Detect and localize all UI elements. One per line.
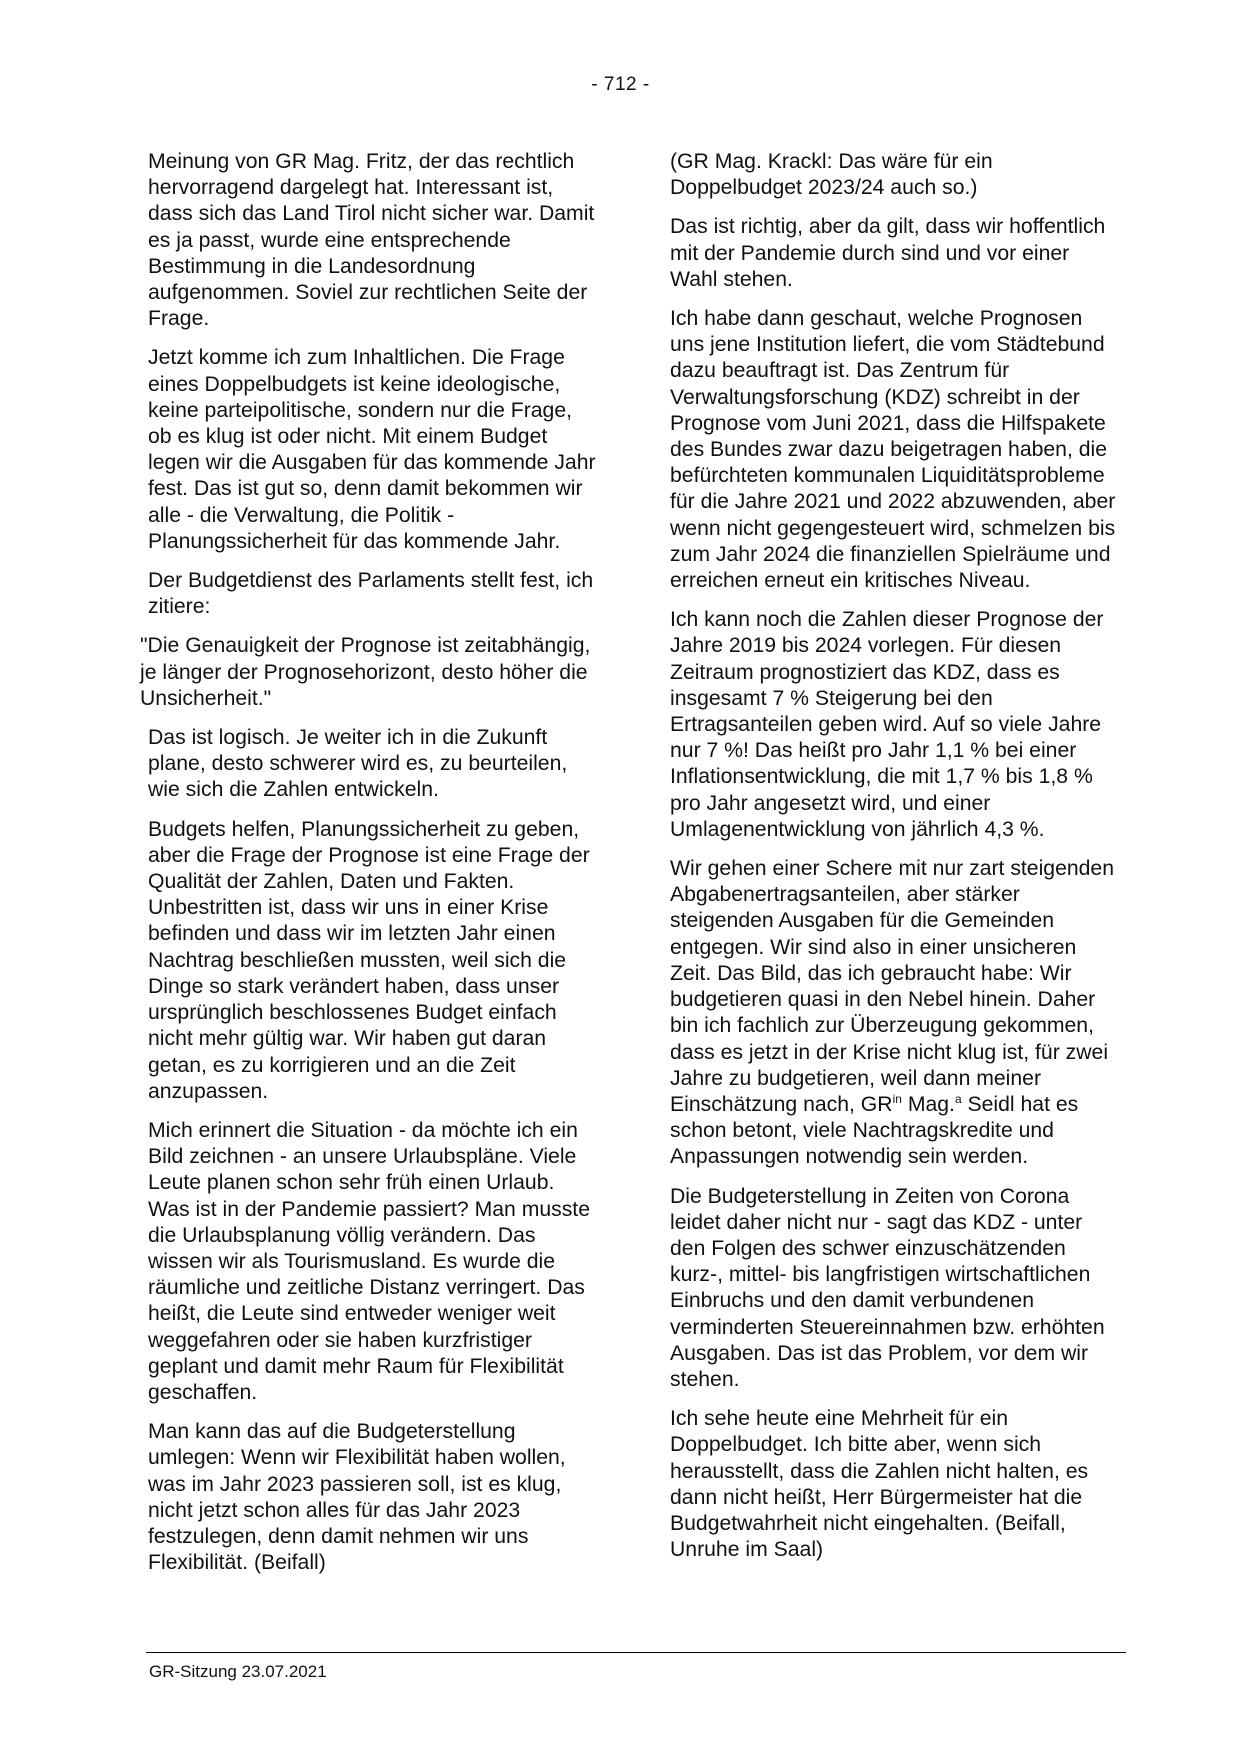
superscript: a	[954, 1091, 962, 1106]
left-column	[140, 149, 596, 1589]
interjection-paragraph: (GR Mag. Krackl: Das wäre für ein Doppelbudget 2023/24 auch so.)	[670, 150, 993, 200]
paragraph: Der Budgetdienst des Parlaments stellt fest, ich zitiere:	[148, 569, 594, 619]
paragraph: Jetzt komme ich zum Inhaltlichen. Die Frage eines Doppelbudgets ist keine ideologische, keine parteipolitische, sondern nur die Frage, ob es klug ist oder nicht. Mit einem Budget legen wir die Ausgaben für das kommende Jahr fest. Das ist gut so, denn damit bekommen wir alle - die Verwaltung, die Politik - Planungssicherheit für das kommende Jahr.	[148, 346, 596, 553]
paragraph: Ich sehe heute eine Mehrheit für ein Doppelbudget. Ich bitte aber, wenn sich herausstellt, dass die Zahlen nicht halten, es dann nicht heißt, Herr Bürgermeister hat die Budgetwahrheit nicht eingehalten. (Beifall, Unruhe im Saal)	[670, 1407, 1089, 1562]
paragraph: Ich kann noch die Zahlen dieser Prognose der Jahre 2019 bis 2024 vorlegen. Für diesen Zeitraum prognostiziert das KDZ, dass es insgesamt 7 % Steigerung bei den Ertragsanteilen geben wird. Auf so viele Jahre nur 7 %! Das heißt pro Jahr 1,1 % bei einer Inflationsentwicklung, die mit 1,7 % bis 1,8 % pro Jahr angesetzt wird, und einer Umlagenentwicklung von jährlich 4,3 %.	[670, 608, 1104, 841]
page-number: - 712 -	[591, 74, 650, 95]
quote-paragraph: "Die Genauigkeit der Prognose ist zeitabhängig, je länger der Prognosehorizont, desto höher die Unsicherheit."	[140, 634, 591, 710]
paragraph: Das ist logisch. Je weiter ich in die Zukunft plane, desto schwerer wird es, zu beurteilen, wie sich die Zahlen entwickeln.	[148, 726, 568, 802]
paragraph: Mich erinnert die Situation - da möchte ich ein Bild zeichnen - an unsere Urlaubspläne. Viele Leute planen schon sehr früh einen Urlaub. Was ist in der Pandemie passiert? Man musste die Urlaubsplanung völlig verändern. Das wissen wir als Tourismusland. Es wurde die räumliche und zeitliche Distanz verringert. Das heißt, die Leute sind entweder weniger weit weggefahren oder sie haben kurzfristiger geplant und damit mehr Raum für Flexibilität geschaffen.	[148, 1118, 590, 1404]
paragraph: Man kann das auf die Budgeterstellung umlegen: Wenn wir Flexibilität haben wollen, was im Jahr 2023 passieren soll, ist es klug, nicht jetzt schon alles für das Jahr 2023 festzulegen, denn damit nehmen wir uns Flexibilität. (Beifall)	[148, 1420, 566, 1575]
footer-session-date: GR-Sitzung 23.07.2021	[149, 1662, 327, 1681]
text-span: Wir gehen einer Schere mit nur zart steigenden Abgabenertragsanteilen, aber stärker steigenden Ausgaben für die Gemeinden entgegen. Wir sind also in einer unsicheren Zeit. Das Bild, das ich gebraucht habe: Wir budgetieren quasi in den Nebel hinein. Daher bin ich fachlich zur Überzeugung gekommen, dass es jetzt in der Krise nicht klug ist, für zwei Jahre zu budgetieren, weil dann meiner Einschätzung nach, GR	[670, 857, 1114, 1116]
paragraph: Meinung von GR Mag. Fritz, der das rechtlich hervorragend dargelegt hat. Interessant ist, dass sich das Land Tirol nicht sicher war. Damit es ja passt, wurde eine entsprechende Bestimmung in die Landesordnung aufgenommen. Soviel zur rechtlichen Seite der Frage.	[148, 150, 595, 331]
paragraph: Budgets helfen, Planungssicherheit zu geben, aber die Frage der Prognose ist eine Frage der Qualität der Zahlen, Daten und Fakten. Unbestritten ist, dass wir uns in einer Krise befinden und dass wir im letzten Jahr einen Nachtrag beschließen mussten, weil sich die Dinge so stark verändert haben, dass unser ursprünglich beschlossenes Budget einfach nicht mehr gültig war. Wir haben gut daran getan, es zu korrigieren und an die Zeit anzupassen.	[148, 817, 590, 1103]
paragraph: Das ist richtig, aber da gilt, dass wir hoffentlich mit der Pandemie durch sind und vor einer Wahl stehen.	[670, 215, 1106, 291]
superscript: in	[892, 1091, 902, 1106]
text-span: Mag.	[901, 1092, 955, 1116]
paragraph: Ich habe dann geschaut, welche Prognosen uns jene Institution liefert, die vom Städtebund dazu beauftragt ist. Das Zentrum für Verwaltungsforschung (KDZ) schreibt in der Prognose vom Juni 2021, dass die Hilfspakete des Bundes zwar dazu beigetragen haben, die befürchteten kommunalen Liquiditätsprobleme für die Jahre 2021 und 2022 abzuwenden, aber wenn nicht gegengesteuert wird, schmelzen bis zum Jahr 2024 die finanziellen Spielräume und erreichen erneut ein kritisches Niveau.	[670, 307, 1116, 593]
right-column	[670, 149, 1122, 1576]
paragraph	[670, 856, 1122, 1170]
text-span: Seidl hat es schon betont, viele Nachtragskredite und Anpassungen notwendig sein werden.	[670, 1092, 1079, 1169]
paragraph: Die Budgeterstellung in Zeiten von Corona leidet daher nicht nur - sagt das KDZ - unter den Folgen des schwer einzuschätzenden kurz-, mittel- bis langfristigen wirtschaftlichen Einbruchs und den damit verbundenen verminderten Steuereinnahmen bzw. erhöhten Ausgaben. Das ist das Problem, vor dem wir stehen.	[670, 1184, 1105, 1391]
footer-divider	[146, 1652, 1126, 1653]
